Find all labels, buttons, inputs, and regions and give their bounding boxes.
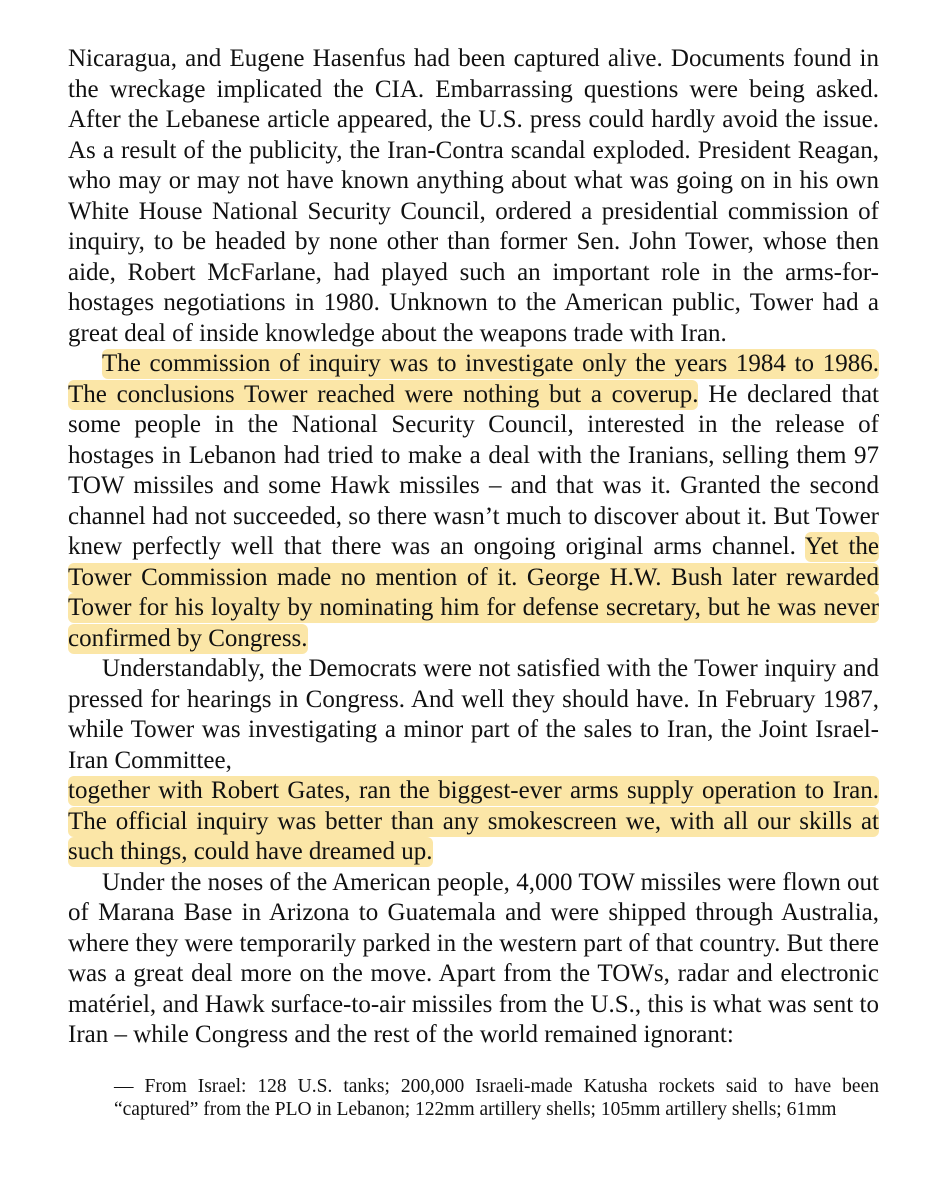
paragraph-2-text: He declared that some people in the National Security Council, interested in the release of hostages in Lebanon had tried to make a deal with the Iranians, selling them 97 TOW missiles and some Hawk missiles – and that was it. Granted the second channel had not succeeded, so there wasn’t much to discover about it. But Tower knew perfectly well that there was an ongoing original arms channel. [68, 380, 879, 560]
paragraph-5 [68, 868, 879, 1051]
list-note-text: — From Israel: 128 U.S. tanks; 200,000 Israeli-made Katusha rockets said to have been “captured” from the PLO in Lebanon; 122mm artillery shells; 105mm artillery shells; 61mm [114, 1075, 879, 1120]
highlight-commission-years: The commission of inquiry was to investigate only the years 1984 to 1986. The conclusions Tower reached were nothing but a coverup. [68, 350, 879, 408]
paragraph-1 [68, 44, 879, 349]
paragraph-5-text: Under the noses of the American people, 4,000 TOW missiles were flown out of Marana Base in Arizona to Guatemala and were shipped through Australia, where they were temporarily parked in the western part of that country. But there was a great deal more on the move. Apart from the TOWs, radar and electronic matériel, and Hawk surface-to-air missiles from the U.S., this is what was sent to Iran – while Congress and the rest of the world remained ignorant: [68, 868, 879, 1048]
paragraph-4 [68, 776, 879, 868]
paragraph-1-text: Nicaragua, and Eugene Hasenfus had been captured alive. Documents found in the wreckage implicated the CIA. Embarrassing questions were being asked. After the Lebanese article appeared, the U.S. press could hardly avoid the issue. As a result of the publicity, the Iran-Contra scandal exploded. President Reagan, who may or may not have known anything about what was going on in his own White House National Security Council, ordered a presidential commission of inquiry, to be headed by none other than former Sen. John Tower, whose then aide, Robert McFarlane, had played such an important role in the arms-for-hostages negotiations in 1980. Unknown to the American public, Tower had a great deal of inside knowledge about the weapons trade with Iran. [68, 45, 879, 347]
highlight-no-mention: Yet the Tower Commission made no mention of it. George H.W. Bush later rewarded Tower for his loyalty by nominating him for defense secretary, but he was never confirmed by Congress. [68, 533, 880, 652]
document-page [68, 44, 879, 1121]
paragraph-3-text: Understandably, the Democrats were not satisfied with the Tower inquiry and pressed for hearings in Congress. And well they should have. In February 1987, while Tower was investigating a minor part of the sales to Iran, the Joint Israel-Iran Committee, [68, 655, 879, 774]
paragraph-3 [68, 654, 879, 776]
spacer [68, 1051, 879, 1075]
paragraph-2 [68, 349, 879, 654]
highlight-robert-gates: together with Robert Gates, ran the biggest-ever arms supply operation to Iran. The official inquiry was better than any smokescreen we, with all our skills at such things, could have dreamed up. [68, 777, 879, 865]
list-note-israel [114, 1075, 879, 1121]
